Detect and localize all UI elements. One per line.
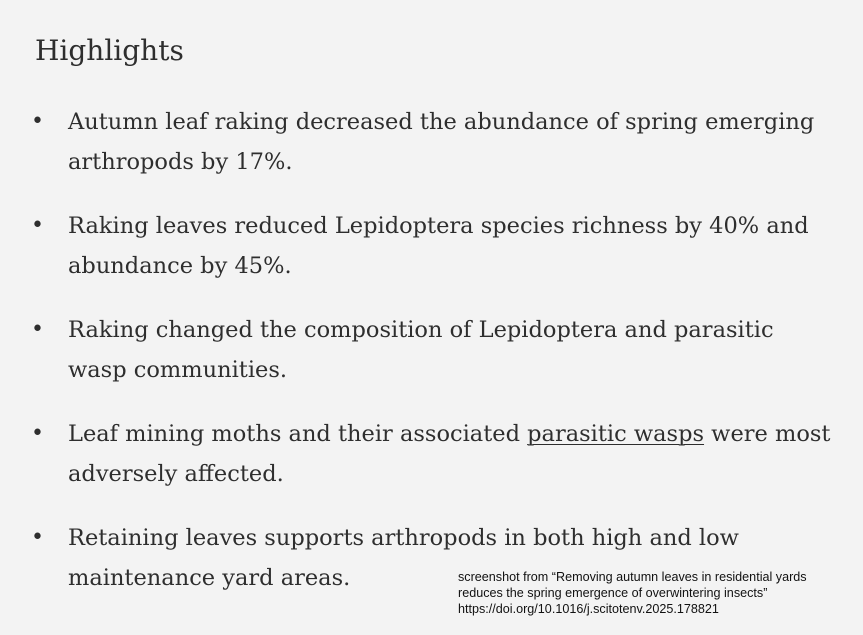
highlight-text: Raking changed the composition of Lepidoptera and parasitic wasp communities. <box>68 317 774 383</box>
parasitic-wasps-link[interactable]: parasitic wasps <box>527 421 705 447</box>
source-caption: screenshot from “Removing autumn leaves in residential yards reduces the spring emergence of overwintering insects” https://doi.org/10.1016/j.scitotenv.2025.178821 <box>458 569 853 617</box>
list-item <box>0 102 863 182</box>
highlight-text: Retaining leaves supports arthropods in both high and low maintenance yard areas. <box>68 525 739 591</box>
list-item <box>0 310 863 390</box>
list-item <box>0 414 863 494</box>
page-title: Highlights <box>35 34 184 67</box>
highlight-text: Autumn leaf raking decreased the abundance of spring emerging arthropods by 17%. <box>68 109 815 175</box>
highlight-text: Raking leaves reduced Lepidoptera species richness by 40% and abundance by 45%. <box>68 213 809 279</box>
list-item <box>0 206 863 286</box>
highlights-list <box>0 102 863 622</box>
bullet-icon: • <box>31 421 44 446</box>
highlight-text-before: Leaf mining moths and their associated <box>68 421 528 447</box>
highlight-text-after: were most adversely affected. <box>68 421 831 487</box>
bullet-icon: • <box>31 317 44 342</box>
bullet-icon: • <box>31 525 44 550</box>
bullet-icon: • <box>31 213 44 238</box>
bullet-icon: • <box>31 109 44 134</box>
